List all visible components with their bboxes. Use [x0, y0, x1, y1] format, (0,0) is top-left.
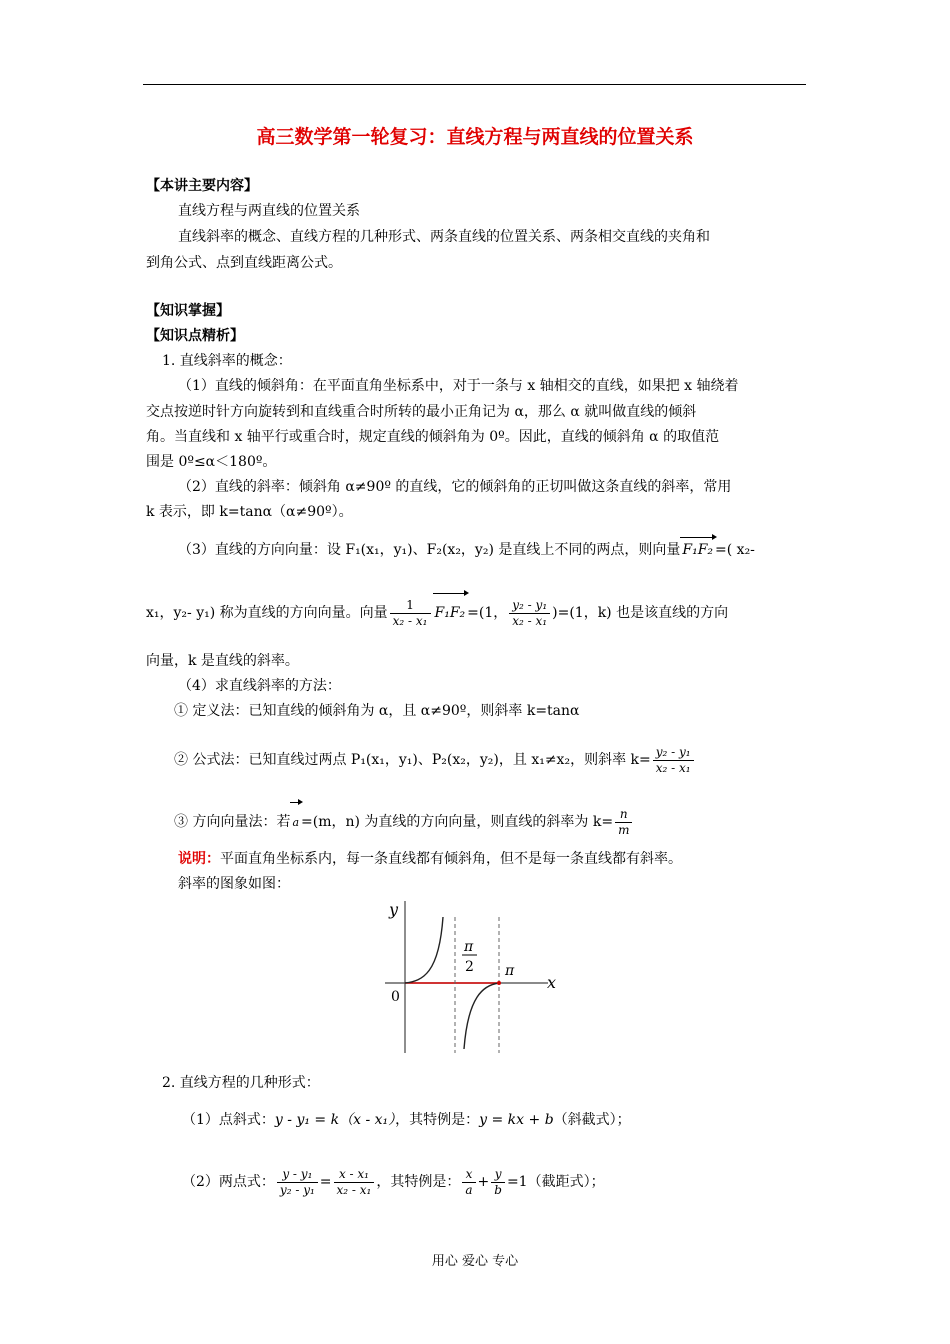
item1-p3a-tail: =( x₂- — [715, 542, 755, 558]
method-formula — [174, 742, 696, 778]
fraction-numerator: x - x₁ — [334, 1167, 375, 1183]
two-point-post: =1（截距式）； — [506, 1174, 605, 1190]
pi-label: π — [505, 963, 515, 979]
point-slope-post: （斜截式）； — [553, 1112, 631, 1128]
fraction-denominator: x₂ - x₁ — [512, 613, 548, 628]
fraction-denominator: y₂ - y₁ — [279, 1182, 315, 1197]
half-pi-denominator: 2 — [465, 959, 474, 975]
fraction-x-part — [334, 1167, 375, 1198]
item1-p3b-tail: )=(1，k) 也是该直线的方向 — [552, 605, 729, 621]
origin-label: 0 — [391, 989, 400, 1005]
page-title: 高三数学第一轮复习：直线方程与两直线的位置关系 — [256, 126, 694, 148]
fraction-x-over-a — [462, 1167, 475, 1198]
tan-branch-right — [464, 983, 499, 1049]
item1-p3b — [146, 596, 728, 630]
fraction-slope — [653, 745, 694, 776]
item1-p3a — [178, 540, 755, 560]
graph-caption: 斜率的图象如图： — [178, 876, 290, 892]
vector-f1f2: F₁F₂ — [682, 542, 714, 558]
two-point-pre: （2）两点式： — [182, 1174, 275, 1190]
fraction-numerator: n — [615, 807, 632, 823]
fraction-y-over-b — [491, 1167, 505, 1198]
x-axis-label: x — [547, 973, 557, 992]
fraction-n-over-m — [615, 807, 632, 838]
y-axis-label: y — [389, 900, 399, 919]
main-content-line1: 直线方程与两直线的位置关系 — [178, 203, 360, 219]
intercept-plus: + — [477, 1174, 490, 1190]
method-formula-text: ② 公式法：已知直线过两点 P₁(x₁，y₁)、P₂(x₂，y₂)，且 x₁≠x₂，则斜率 k= — [174, 752, 651, 768]
two-point-mid: ，其特例是： — [376, 1174, 461, 1190]
fraction-numerator: x — [462, 1167, 475, 1183]
method-direction-pre: ③ 方向向量法：若 — [174, 814, 291, 830]
fraction-numerator: y₂ - y₁ — [509, 598, 550, 614]
slope-intercept-equation: y = kx + b — [479, 1112, 554, 1128]
fraction-denominator: b — [494, 1182, 502, 1197]
point-slope-equation: y - y₁ = k（x - x₁） — [274, 1112, 396, 1128]
half-pi-numerator: π — [464, 939, 474, 955]
point-slope-mid: ，其特例是： — [395, 1112, 480, 1128]
method-definition: ① 定义法：已知直线的倾斜角为 α，且 α≠90º，则斜率 k=tanα — [174, 703, 580, 719]
item1-p4: （4）求直线斜率的方法： — [178, 678, 341, 694]
item1-p1a: （1）直线的倾斜角：在平面直角坐标系中，对于一条与 x 轴相交的直线，如果把 x 轴绕着 — [178, 378, 739, 394]
item1-p3b-mid: =(1， — [467, 605, 508, 621]
section-heading-main: 【本讲主要内容】 — [146, 178, 258, 194]
vector-a: a — [290, 805, 301, 841]
two-point-equals: = — [319, 1174, 332, 1190]
item1-p2b: k 表示，即 k=tanα（α≠90º）。 — [146, 504, 353, 520]
item1-p1b: 交点按逆时针方向旋转到和直线重合时所转的最小正角记为 α，那么 α 就叫做直线的倾斜 — [146, 404, 697, 420]
note-label: 说明： — [178, 851, 220, 867]
fraction-denominator: a — [465, 1182, 473, 1197]
fraction-denominator: x₂ - x₁ — [392, 613, 428, 628]
section-subheading: 【知识点精析】 — [146, 328, 244, 344]
item1-p3b-pre: x₁，y₂- y₁) 称为直线的方向向量。向量 — [146, 605, 388, 621]
main-content-line2a: 直线斜率的概念、直线方程的几种形式、两条直线的位置关系、两条相交直线的夹角和 — [178, 229, 710, 245]
fraction-denominator: x₂ - x₁ — [336, 1182, 372, 1197]
point-slope-pre: （1）点斜式： — [182, 1112, 275, 1128]
item2-title: 2. 直线方程的几种形式： — [162, 1075, 320, 1091]
fraction-denominator: x₂ - x₁ — [655, 760, 691, 775]
fraction-denominator: m — [618, 822, 630, 837]
item1-p3c: 向量，k 是直线的斜率。 — [146, 653, 299, 669]
main-content-line2b: 到角公式、点到直线距离公式。 — [146, 255, 342, 271]
fraction-numerator: y - y₁ — [277, 1167, 318, 1183]
fraction-y-part — [277, 1167, 318, 1198]
header-rule — [143, 84, 806, 85]
method-direction-post: =(m，n) 为直线的方向向量，则直线的斜率为 k= — [301, 814, 614, 830]
item1-p1c: 角。当直线和 x 轴平行或重合时，规定直线的倾斜角为 0º。因此，直线的倾斜角 α 的取值范 — [146, 429, 720, 445]
tan-branch-left — [405, 917, 443, 983]
slope-graph — [385, 897, 565, 1057]
fraction-numerator: y — [491, 1167, 505, 1183]
two-point-form — [182, 1162, 605, 1202]
point-slope-form — [182, 1110, 631, 1130]
fraction-numerator: y₂ - y₁ — [653, 745, 694, 761]
pi-point — [497, 981, 501, 985]
section-heading-knowledge: 【知识掌握】 — [146, 303, 230, 319]
vector-f1f2-2: F₁F₂ — [433, 596, 468, 630]
item1-p2a: （2）直线的斜率：倾斜角 α≠90º 的直线，它的倾斜角的正切叫做这条直线的斜率，常用 — [178, 479, 732, 495]
item1-title: 1. 直线斜率的概念： — [162, 353, 292, 369]
note — [178, 849, 682, 869]
item1-p1d: 围是 0º≤α＜180º。 — [146, 454, 277, 470]
note-text: 平面直角坐标系内，每一条直线都有倾斜角，但不是每一条直线都有斜率。 — [220, 851, 682, 867]
fraction-dy-over-dx — [509, 598, 550, 629]
method-direction-vector — [174, 804, 634, 841]
fraction-numerator: 1 — [390, 598, 431, 614]
page-footer: 用心 爱心 专心 — [431, 1254, 519, 1269]
fraction-one-over-dx — [390, 598, 431, 629]
item1-p3a-text: （3）直线的方向向量：设 F₁(x₁，y₁)、F₂(x₂，y₂) 是直线上不同的两点，则向量 — [178, 542, 681, 558]
